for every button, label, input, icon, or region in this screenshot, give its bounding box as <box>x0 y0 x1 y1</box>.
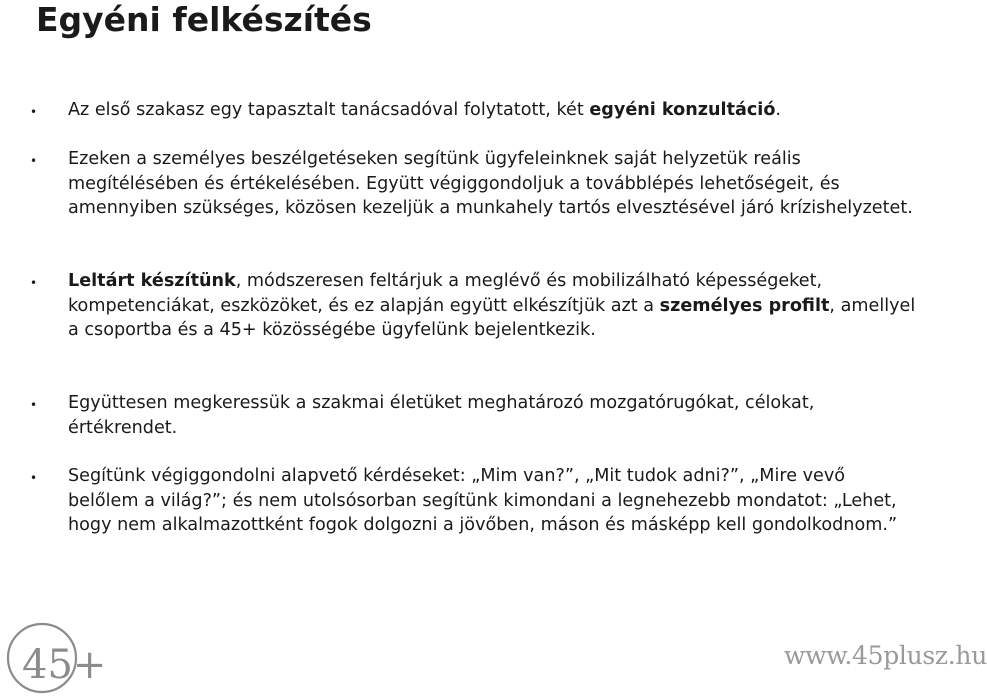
bullet-text: . <box>775 100 781 120</box>
bullet-item-consultation <box>30 98 918 123</box>
bullet-dot-icon: • <box>30 398 38 412</box>
bullet-item-inventory <box>30 269 918 343</box>
bullet-dot-icon: • <box>30 154 38 168</box>
bullet-text: Segítünk végiggondolni alapvető kérdéseket: „Mim van?”, „Mit tudok adni?”, „Mire vevő belőlem a világ?”; és nem utolsósorban segítünk kimondani a legnehezebb mondatot: „Lehet, hogy nem alkalmazottként fogok dolgozni a jövőben, máson és másképp kell gondolkodnom.” <box>68 466 898 535</box>
bullet-text: , módszeresen feltárjuk a meglévő és mobilizálható képességeket, kompetenciákat, eszközöket, és ez alapján együtt elkészítjük azt a <box>68 271 823 316</box>
website-url: www.45plusz.hu <box>784 641 987 670</box>
bullet-dot-icon: • <box>30 276 38 290</box>
bullet-text-bold: személyes profilt <box>659 295 830 316</box>
bullet-text-bold: egyéni konzultáció <box>589 100 776 120</box>
brand-logo-icon <box>4 620 107 696</box>
bullet-text: , amellyel a csoportba és a 45+ közösségébe ügyfelünk bejelentkezik. <box>68 295 916 340</box>
bullet-item-conversations <box>30 147 918 221</box>
page-title: Egyéni felkészítés <box>36 0 372 39</box>
bullet-text: Az első szakasz egy tapasztalt tanácsadóval folytatott, két <box>68 100 590 120</box>
bullet-item-questions <box>30 464 918 538</box>
bullet-text: Együttesen megkeressük a szakmai életüket meghatározó mozgatórugókat, célokat, értékrendet. <box>68 393 815 438</box>
bullet-text-bold: Leltárt készítünk <box>68 271 236 291</box>
bullet-item-motivations <box>30 391 918 440</box>
bullet-dot-icon: • <box>30 105 38 119</box>
bullet-text: Ezeken a személyes beszélgetéseken segítünk ügyfeleinknek saját helyzetük reális megítélésében és értékelésében. Együtt végiggondoljuk a továbblépés lehetőségeit, és amennyiben szükséges, közösen kezeljük a munkahely tartós elvesztésével járó krízishelyzetet. <box>68 149 913 218</box>
bullet-dot-icon: • <box>30 471 38 485</box>
logo-text: 45+ <box>22 642 107 688</box>
